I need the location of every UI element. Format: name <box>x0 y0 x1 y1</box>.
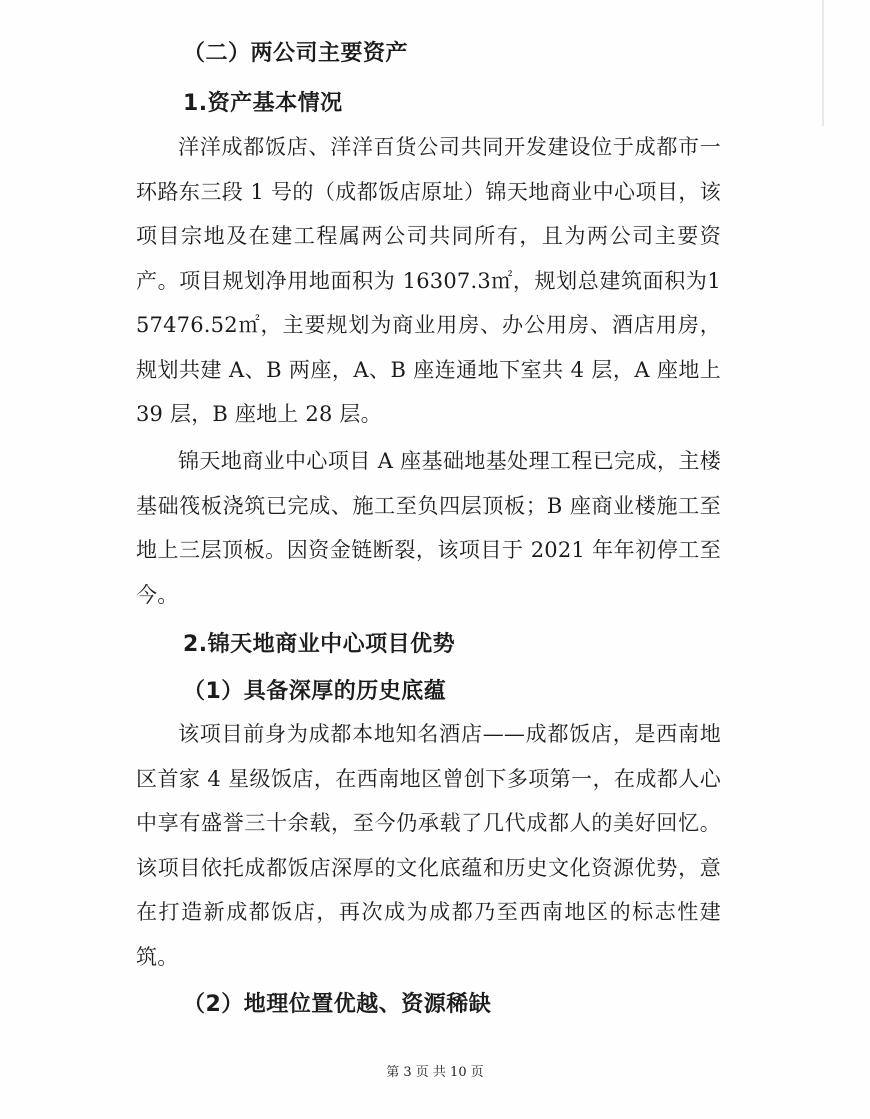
page-number-footer: 第 3 页 共 10 页 <box>386 1065 484 1080</box>
subheading-location-advantage: （2）地理位置优越、资源稀缺 <box>183 992 492 1017</box>
section-heading-two-companies-assets: （二）两公司主要资产 <box>183 41 409 66</box>
paragraph-asset-description: 洋洋成都饭店、洋洋百货公司共同开发建设位于成都市一环路东三段 1 号的（成都饭店原址）锦天地商业中心项目，该项目宗地及在建工程属两公司共同所有，且为两公司主要资产。项目规划净用地面积为 16307.3㎡，规划总建筑面积为157476.52㎡，主要规划为商业用房、办公用房、酒店用房，规划共建 A、B 两座，A、B 座连通地下室共 4 层，A 座地上39 层，B 座地上 28 层。 <box>136 135 721 426</box>
subheading-historical-heritage: （1）具备深厚的历史底蕴 <box>183 679 447 704</box>
scan-edge-mark <box>822 0 824 126</box>
heading-project-advantages: 2.锦天地商业中心项目优势 <box>183 632 456 657</box>
paragraph-construction-status: 锦天地商业中心项目 A 座基础地基处理工程已完成，主楼基础筏板浇筑已完成、施工至负四层顶板；B 座商业楼施工至地上三层顶板。因资金链断裂，该项目于 2021 年年初停工至今。 <box>136 449 721 607</box>
heading-asset-basic-situation: 1.资产基本情况 <box>183 91 343 116</box>
paragraph-historical-heritage: 该项目前身为成都本地知名酒店——成都饭店，是西南地区首家 4 星级饭店，在西南地区曾创下多项第一，在成都人心中享有盛誉三十余载，至今仍承载了几代成都人的美好回忆。该项目依托成都饭店深厚的文化底蕴和历史文化资源优势，意在打造新成都饭店，再次成为成都乃至西南地区的标志性建筑。 <box>136 722 721 969</box>
